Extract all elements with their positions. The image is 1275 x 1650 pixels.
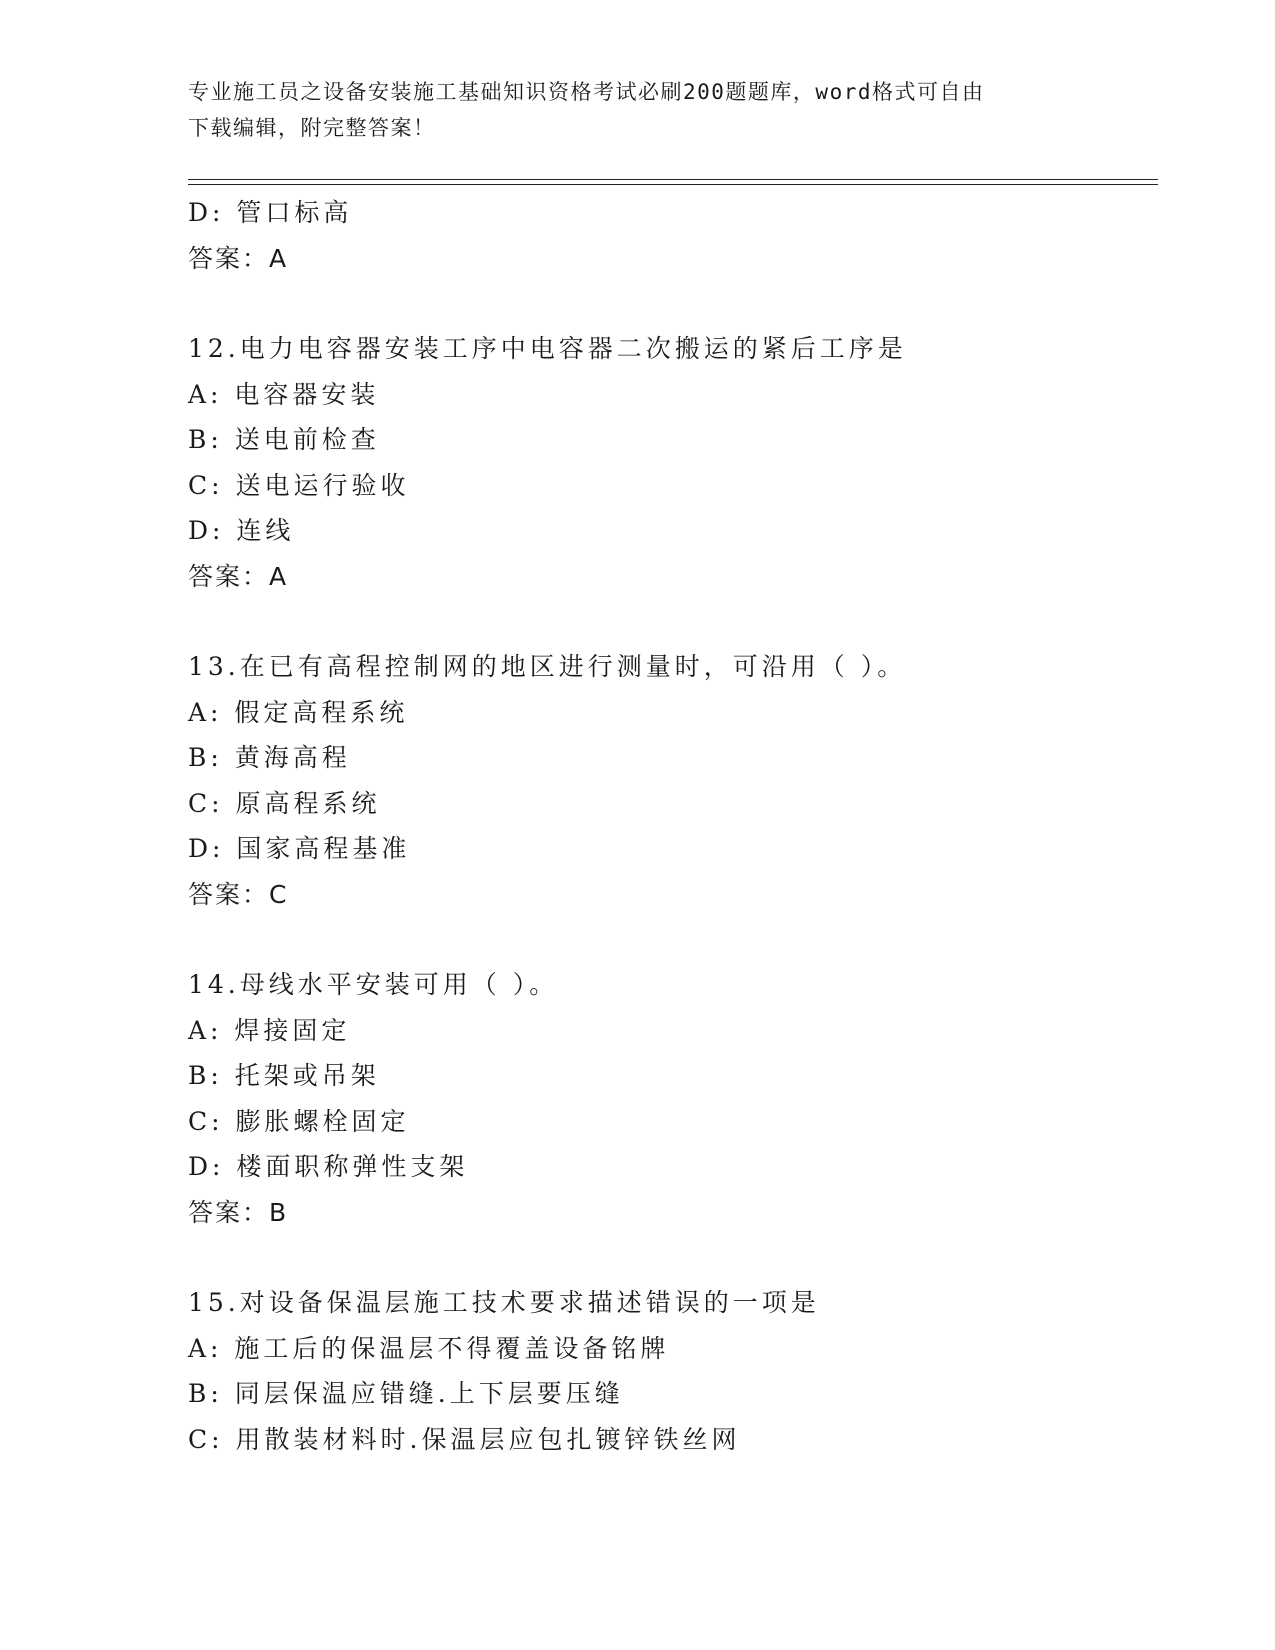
answer-line: 答案：B [188, 1197, 289, 1227]
header-divider-bottom [188, 184, 1158, 185]
spacer [188, 599, 1158, 644]
spacer [188, 281, 1158, 326]
option-c: C: 送电运行验收 [188, 470, 410, 500]
header-line-1: 专业施工员之设备安装施工基础知识资格考试必刷200题题库，word格式可自由 [188, 80, 985, 104]
question-stem: 13.在已有高程控制网的地区进行测量时，可沿用（ ）。 [188, 652, 907, 681]
option-b: B: 托架或吊架 [188, 1061, 380, 1090]
option-c: C: 用散装材料时.保温层应包扎镀锌铁丝网 [188, 1424, 741, 1454]
option-b: B: 黄海高程 [188, 743, 351, 772]
spacer [188, 1235, 1158, 1280]
option-d: D: 管口标高 [188, 198, 353, 227]
option-a: A: 焊接固定 [188, 1015, 351, 1045]
option-c: C: 膨胀螺栓固定 [188, 1106, 410, 1136]
question-stem: 14.母线水平安装可用（ ）。 [188, 970, 559, 999]
question-list [188, 190, 1158, 1462]
option-b: B: 送电前检查 [188, 425, 380, 454]
answer-line: 答案：A [188, 561, 289, 591]
option-b: B: 同层保温应错缝.上下层要压缝 [188, 1379, 624, 1408]
question-stem: 12.电力电容器安装工序中电容器二次搬运的紧后工序是 [188, 334, 907, 363]
option-a: A: 电容器安装 [188, 379, 380, 409]
answer-line: 答案：C [188, 879, 289, 909]
spacer [188, 917, 1158, 962]
option-d: D: 连线 [188, 516, 295, 545]
question-stem: 15.对设备保温层施工技术要求描述错误的一项是 [188, 1288, 820, 1317]
option-d: D: 楼面职称弹性支架 [188, 1152, 469, 1181]
header-line-2: 下载编辑，附完整答案！ [188, 116, 436, 140]
option-a: A: 施工后的保温层不得覆盖设备铭牌 [188, 1333, 670, 1363]
option-a: A: 假定高程系统 [188, 697, 409, 727]
answer-line: 答案：A [188, 243, 289, 273]
header-divider-top [188, 179, 1158, 180]
option-d: D: 国家高程基准 [188, 834, 411, 863]
option-c: C: 原高程系统 [188, 788, 381, 818]
document-header [188, 74, 1088, 146]
